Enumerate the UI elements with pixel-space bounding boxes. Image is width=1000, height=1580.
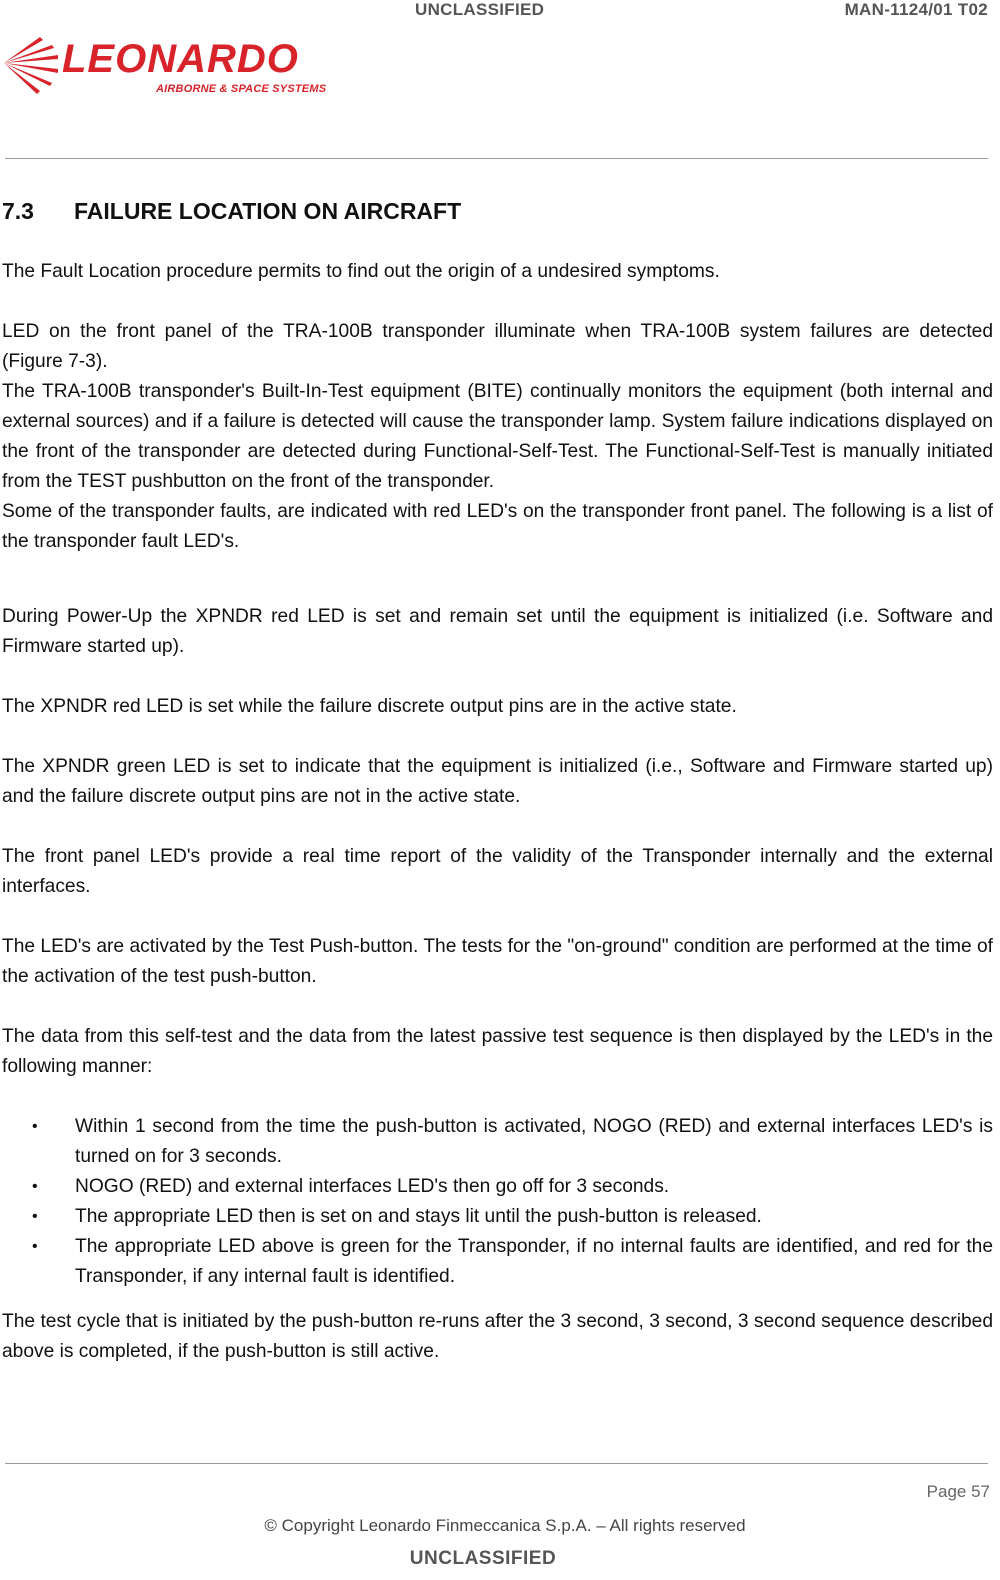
- paragraph: The TRA-100B transponder's Built-In-Test equipment (BITE) continually monitors the equipment (both internal and external sources) and if a failure is detected will cause the transponder lamp. System failure indications displayed on the front of the transponder are detected during Functional-Self-Test. The Functional-Self-Test is manually initiated from the TEST pushbutton on the front of the transponder.: [2, 381, 993, 492]
- paragraph: The front panel LED's provide a real time report of the validity of the Transponder internally and the external interfaces.: [2, 846, 993, 897]
- leonardo-star-icon: [0, 33, 62, 97]
- bullet-list: [2, 1112, 993, 1292]
- list-item: • The appropriate LED then is set on and stays lit until the push-button is released.: [2, 1202, 993, 1232]
- logo-wordmark: LEONARDO: [62, 37, 299, 81]
- paragraph: Some of the transponder faults, are indicated with red LED's on the transponder front panel. The following is a list of the transponder fault LED's.: [2, 501, 993, 552]
- paragraph: The data from this self-test and the data from the latest passive test sequence is then displayed by the LED's in the following manner:: [2, 1026, 993, 1077]
- paragraph: The test cycle that is initiated by the push-button re-runs after the 3 second, 3 second, 3 second sequence described above is completed, if the push-button is still active.: [2, 1311, 993, 1362]
- paragraph: The LED's are activated by the Test Push-button. The tests for the "on-ground" condition are performed at the time of the activation of the test push-button.: [2, 936, 993, 987]
- footer-divider: [5, 1463, 988, 1464]
- document-id: MAN-1124/01 T02: [844, 0, 988, 19]
- paragraph: The XPNDR green LED is set to indicate that the equipment is initialized (i.e., Software and Firmware started up) and the failure discrete output pins are not in the active state.: [2, 756, 993, 807]
- body-text: [2, 257, 993, 1367]
- list-item: • NOGO (RED) and external interfaces LED's then go off for 3 seconds.: [2, 1172, 993, 1202]
- bullet-icon: •: [32, 1238, 38, 1255]
- header-divider: [5, 158, 988, 159]
- bullet-icon: •: [32, 1118, 38, 1135]
- copyright-notice: © Copyright Leonardo Finmeccanica S.p.A. – All rights reserved: [264, 1516, 746, 1535]
- section-heading: [2, 198, 461, 225]
- bullet-icon: •: [32, 1208, 38, 1225]
- footer-classification: UNCLASSIFIED: [409, 1548, 557, 1569]
- header-classification: UNCLASSIFIED: [415, 0, 545, 19]
- leonardo-logo: [0, 33, 330, 103]
- list-item: • The appropriate LED above is green for the Transponder, if no internal faults are identified, and red for the Transponder, if any internal fault is identified.: [2, 1232, 993, 1292]
- logo-subtitle: AIRBORNE & SPACE SYSTEMS: [156, 83, 327, 95]
- paragraph: The Fault Location procedure permits to find out the origin of a undesired symptoms.: [2, 261, 720, 282]
- paragraph: LED on the front panel of the TRA-100B transponder illuminate when TRA-100B system failures are detected (Figure 7-3).: [2, 321, 993, 372]
- section-number: 7.3: [2, 198, 34, 224]
- paragraph: During Power-Up the XPNDR red LED is set and remain set until the equipment is initialized (i.e. Software and Firmware started up).: [2, 606, 993, 657]
- paragraph: The XPNDR red LED is set while the failure discrete output pins are in the active state.: [2, 696, 737, 717]
- bullet-icon: •: [32, 1178, 38, 1195]
- page-number: Page 57: [926, 1482, 990, 1501]
- list-item: • Within 1 second from the time the push-button is activated, NOGO (RED) and external interfaces LED's is turned on for 3 seconds.: [2, 1112, 993, 1172]
- section-title: FAILURE LOCATION ON AIRCRAFT: [74, 198, 462, 224]
